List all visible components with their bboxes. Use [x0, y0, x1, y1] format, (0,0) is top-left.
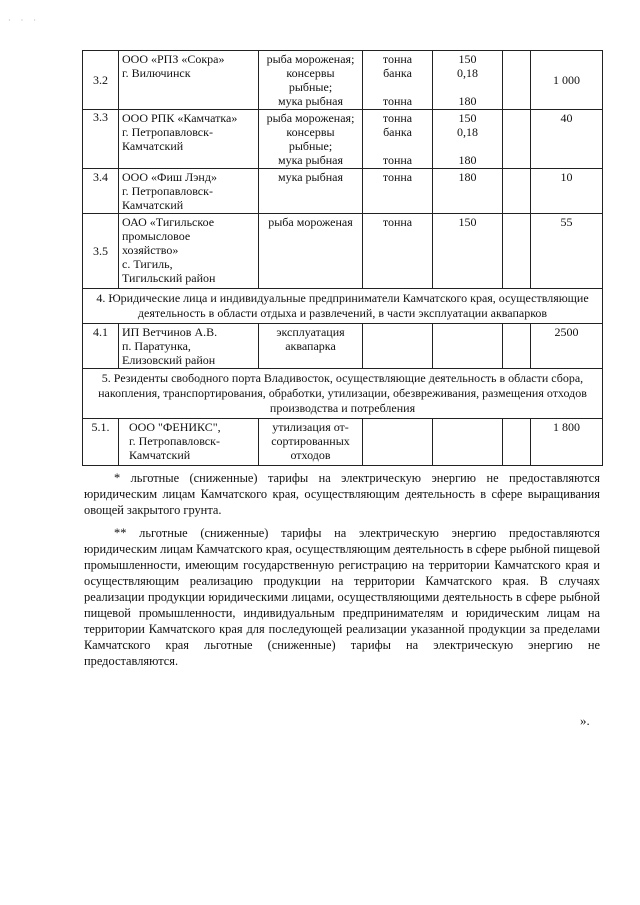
- org-line: ИП Ветчинов А.В.: [122, 325, 218, 339]
- unit-line: тонна: [382, 52, 413, 66]
- scan-mark: · · ·: [8, 16, 40, 25]
- org-line: с. Тигиль,: [122, 257, 173, 271]
- organization-cell: [119, 51, 259, 110]
- product-line: рыбные;: [288, 80, 333, 94]
- organization-cell: [119, 169, 259, 214]
- org-line: Елизовский район: [122, 353, 216, 367]
- unit-cell: [363, 51, 433, 110]
- value-cell: [433, 51, 503, 110]
- section-4-title: 4. Юридические лица и индивидуальные предприниматели Камчатского края, осуществляющие деятельность в области отдыха и развлечений, в части эксплуатации аквапарков: [83, 289, 603, 324]
- org-line: ООО «РПЗ «Сокра»: [122, 52, 225, 66]
- value-cell: 180: [433, 169, 503, 214]
- unit-line: тонна: [382, 153, 413, 167]
- value-line: 150: [458, 111, 477, 125]
- empty-cell: [503, 324, 531, 369]
- footnote-text: * льготные (сниженные) тарифы на электрическую энергию не предоставляются юридическим лицам Камчатского края, осуществляющим деятельность в сфере выращивания овощей закрытого грунта.: [84, 471, 600, 517]
- limit-cell: 10: [531, 169, 603, 214]
- org-line: ООО РПК «Камчатка»: [122, 111, 238, 125]
- organization-cell: [119, 110, 259, 169]
- organization-cell: [119, 419, 259, 466]
- table-row: [83, 214, 603, 289]
- product-line: рыба мороженая;: [266, 111, 355, 125]
- value-cell: [433, 110, 503, 169]
- org-line: г. Петропавловск-: [129, 434, 220, 448]
- value-cell: 150: [433, 214, 503, 289]
- empty-cell: [363, 419, 433, 466]
- limit-cell: 55: [531, 214, 603, 289]
- org-line: Тигильский район: [122, 271, 216, 285]
- org-line: Камчатский: [129, 448, 191, 462]
- product-line: отходов: [290, 448, 331, 462]
- value-line: 0,18: [457, 66, 478, 80]
- product-line: эксплуатация: [276, 325, 345, 339]
- row-number: 3.5: [83, 214, 119, 289]
- limit-cell: 1 000: [531, 51, 603, 110]
- product-line: рыба мороженая;: [266, 52, 355, 66]
- org-line: г. Петропавловск-: [122, 184, 213, 198]
- product-cell: мука рыбная: [259, 169, 363, 214]
- section-5-title: 5. Резиденты свободного порта Владивосток, осуществляющие деятельность в области сбора, накопления, транспортирования, обработки, утилизации, обезвреживания, размещения отходов производства и потребления: [83, 369, 603, 419]
- product-cell: [259, 324, 363, 369]
- limit-cell: 40: [531, 110, 603, 169]
- org-line: ООО «Фиш Лэнд»: [122, 170, 217, 184]
- product-line: консервы: [286, 66, 335, 80]
- organization-cell: [119, 324, 259, 369]
- footnote-double-star: [84, 525, 600, 669]
- table-row: [83, 51, 603, 110]
- product-cell: [259, 419, 363, 466]
- product-cell: рыба мороженая: [259, 214, 363, 289]
- empty-cell: [433, 419, 503, 466]
- org-line: промысловое: [122, 229, 191, 243]
- org-line: ОАО «Тигильское: [122, 215, 215, 229]
- product-line: аквапарка: [285, 339, 336, 353]
- empty-cell: [433, 324, 503, 369]
- row-number: 3.3: [83, 110, 119, 169]
- value-line: 0,18: [457, 125, 478, 139]
- unit-line: банка: [383, 125, 412, 139]
- value-line: 150: [458, 52, 477, 66]
- row-number: 4.1: [83, 324, 119, 369]
- empty-cell: [503, 214, 531, 289]
- org-line: г. Петропавловск-: [122, 125, 213, 139]
- org-line: ООО "ФЕНИКС",: [129, 420, 221, 434]
- table-row: [83, 110, 603, 169]
- row-number: 5.1.: [83, 419, 119, 466]
- limit-cell: 1 800: [531, 419, 603, 466]
- row-number: 3.2: [83, 51, 119, 110]
- value-line: 180: [458, 153, 477, 167]
- product-line: рыбные;: [288, 139, 333, 153]
- table-row: [83, 419, 603, 466]
- empty-cell: [503, 110, 531, 169]
- closing-quote: ».: [580, 713, 590, 728]
- section-header: [83, 289, 603, 324]
- footnote-single-star: [84, 470, 600, 518]
- value-line: 180: [458, 94, 477, 108]
- org-line: хозяйство»: [122, 243, 179, 257]
- product-line: мука рыбная: [277, 94, 343, 108]
- product-line: сортированных: [271, 434, 350, 448]
- limit-cell: 2500: [531, 324, 603, 369]
- product-line: утилизация от-: [272, 420, 349, 434]
- row-number: 3.4: [83, 169, 119, 214]
- product-line: мука рыбная: [277, 153, 343, 167]
- empty-cell: [503, 169, 531, 214]
- unit-cell: [363, 110, 433, 169]
- organization-cell: [119, 214, 259, 289]
- unit-cell: тонна: [363, 214, 433, 289]
- unit-line: тонна: [382, 111, 413, 125]
- product-line: консервы: [286, 125, 335, 139]
- footnote-text: ** льготные (сниженные) тарифы на электрическую энергию предоставляются юридическим лицам Камчатского края, осуществляющим деятельность в сфере рыбной пищевой промышленности, имеющим государственную регистрацию на территории Камчатского края и осуществляющим реализацию продукции на территории Камчатского края. В случаях реализации продукции юридическими лицами, осуществляющими деятельность в сфере рыбной пищевой промышленности, индивидуальным предпринимателям и юридическим лицам на территории Камчатского края для последующей реализации указанной продукции за пределами Камчатского края льготные (сниженные) тарифы на электрическую энергию не предоставляются.: [84, 526, 600, 668]
- empty-cell: [503, 51, 531, 110]
- org-line: г. Вилючинск: [122, 66, 191, 80]
- unit-cell: тонна: [363, 169, 433, 214]
- tariff-table: [82, 50, 603, 466]
- unit-line: тонна: [382, 94, 413, 108]
- section-header: [83, 369, 603, 419]
- table-row: [83, 324, 603, 369]
- empty-cell: [503, 419, 531, 466]
- product-cell: [259, 51, 363, 110]
- table-row: [83, 169, 603, 214]
- unit-line: банка: [383, 66, 412, 80]
- org-line: Камчатский: [122, 139, 184, 153]
- product-cell: [259, 110, 363, 169]
- org-line: Камчатский: [122, 198, 184, 212]
- org-line: п. Паратунка,: [122, 339, 191, 353]
- empty-cell: [363, 324, 433, 369]
